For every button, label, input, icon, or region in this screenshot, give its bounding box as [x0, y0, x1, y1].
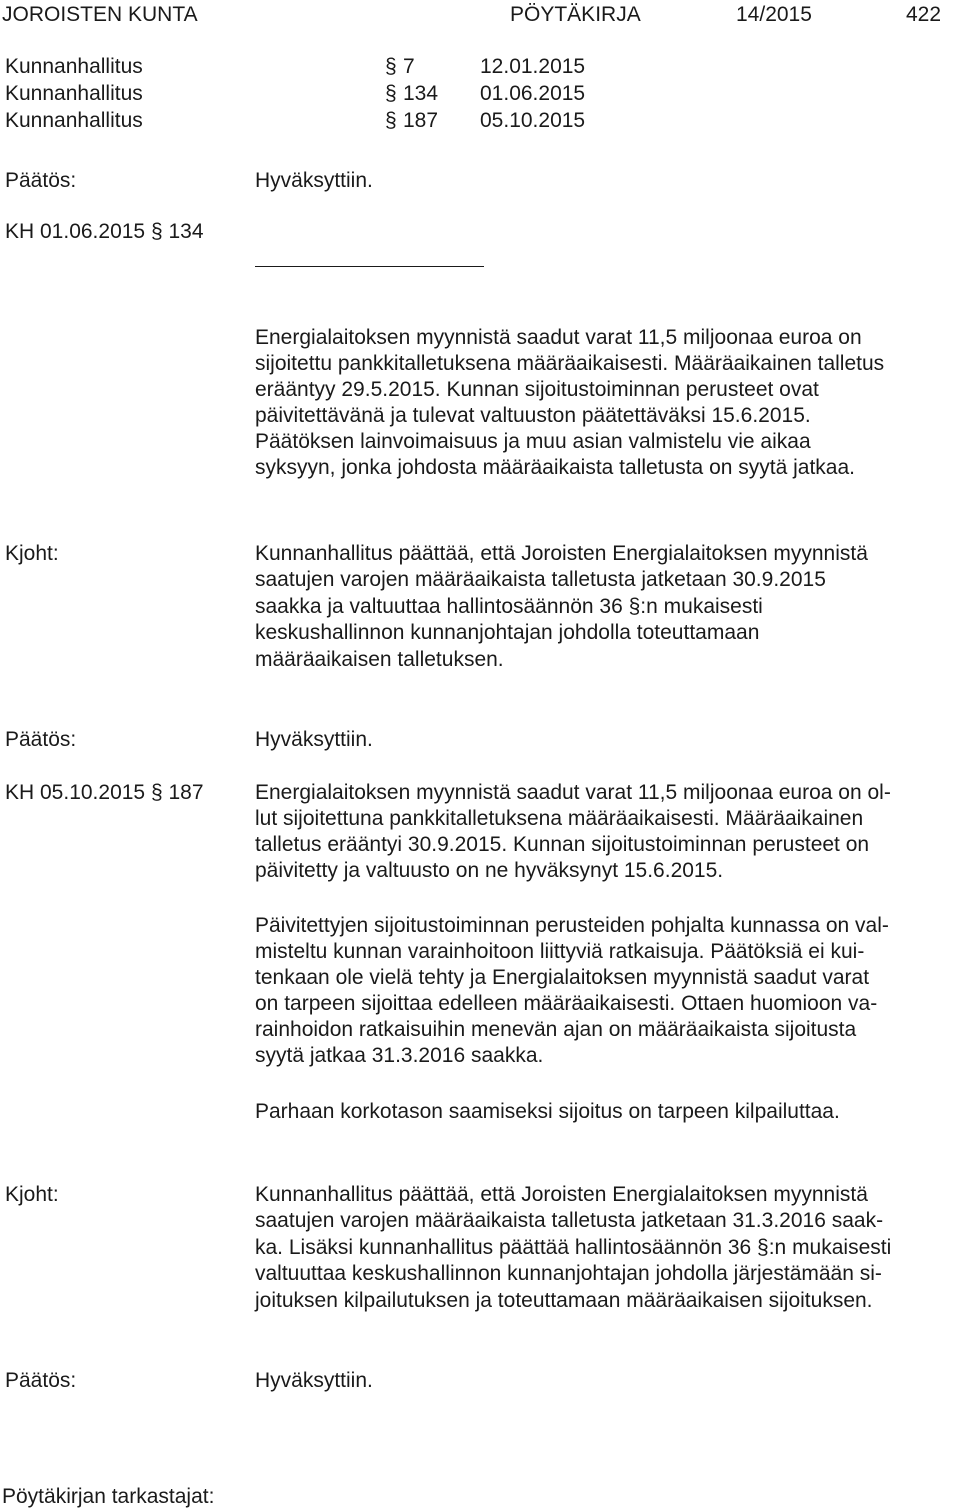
history-number: 7	[403, 55, 415, 78]
meeting-ref-date: KH 05.10.2015	[5, 781, 146, 804]
proposal-label: Kjoht:	[5, 1183, 59, 1206]
meeting-ref	[5, 780, 204, 806]
history-body: Kunnanhallitus	[5, 55, 143, 78]
proposal-line-part: ka. Lisäksi kunnanhallitus päättää hallintosäännön 36	[255, 1236, 758, 1259]
kh-0510-paragraph-3: Parhaan korkotason saamiseksi sijoitus on tarpeen kilpailuttaa.	[255, 1100, 840, 1123]
section-sign: §	[385, 82, 397, 105]
kh-0106-body: Energialaitoksen myynnistä saadut varat 11,5 miljoonaa euroa on sijoitettu pankkitalletuksena määräaikaisesti. Määräaikainen talletus erääntyy 29.5.2015. Kunnan sijoitustoiminnan perusteet ovat päivitettävänä ja tulevat valtuuston päätettäväksi 15.6.2015. Päätöksen lainvoimaisuus ja muu asian valmistelu vie aikaa syksyyn, jonka johdosta määräaikaista talletusta on syytä jatkaa.	[255, 326, 885, 479]
proposal-line-part: :n mukaisesti	[640, 595, 763, 618]
proposal-line	[255, 1235, 891, 1261]
issue-number: 14/2015	[736, 3, 812, 26]
proposal-line	[255, 594, 763, 620]
decision-value: Hyväksyttiin.	[255, 169, 373, 192]
proposal-line-part: :n mukaisesti	[768, 1236, 892, 1259]
proposal-line-part: saakka ja valtuuttaa hallintosäännön 36	[255, 595, 629, 618]
proposal-label: Kjoht:	[5, 542, 59, 565]
decision-value: Hyväksyttiin.	[255, 1369, 373, 1392]
section-sign: §	[150, 220, 163, 243]
decision-value: Hyväksyttiin.	[255, 728, 373, 751]
proposal-line: Kunnanhallitus päättää, että Joroisten Energialaitoksen myynnistä	[255, 1183, 868, 1206]
inspectors-label: Pöytäkirjan tarkastajat:	[2, 1485, 215, 1508]
section-sign: §	[150, 781, 163, 804]
proposal-line: joituksen kilpailutuksen ja toteuttamaan määräaikaisen sijoituksen.	[255, 1289, 873, 1312]
proposal-line: keskushallinnon kunnanjohtajan johdolla toteuttamaan	[255, 621, 760, 644]
history-date: 12.01.2015	[480, 55, 586, 78]
org-name: JOROISTEN KUNTA	[2, 3, 198, 26]
decision-label: Päätös:	[5, 1369, 77, 1392]
proposal-line: Kunnanhallitus päättää, että Joroisten Energialaitoksen myynnistä	[255, 542, 868, 565]
separator-line	[255, 266, 484, 267]
section-sign: §	[385, 55, 397, 78]
proposal-line: valtuuttaa keskushallinnon kunnanjohtajan johdolla järjestämään si-	[255, 1262, 882, 1285]
history-date: 01.06.2015	[480, 82, 586, 105]
page-number: 422	[906, 3, 942, 26]
document-type: PÖYTÄKIRJA	[510, 3, 641, 26]
history-date: 05.10.2015	[480, 109, 586, 132]
proposal-line: saatujen varojen määräaikaista talletusta jatketaan 30.9.2015	[255, 568, 826, 591]
history-body: Kunnanhallitus	[5, 82, 143, 105]
meeting-ref	[5, 219, 204, 245]
section-sign: §	[757, 1236, 769, 1259]
history-number: 134	[403, 82, 439, 105]
history-number: 187	[403, 109, 439, 132]
proposal-line: saatujen varojen määräaikaista talletusta jatketaan 31.3.2016 saak-	[255, 1209, 884, 1232]
proposal-line: määräaikaisen talletuksen.	[255, 648, 504, 671]
kh-0510-paragraph-1: Energialaitoksen myynnistä saadut varat 11,5 miljoonaa euroa on ol- lut sijoitettuna pankkitalletuksena määräaikaisesti. Määräaikainen talletus erääntyi 30.9.2015. Kunnan sijoitustoiminnan perusteet on päivitetty ja valtuusto on ne hyväksynyt 15.6.2015.	[255, 781, 891, 882]
meeting-ref-number: 134	[168, 220, 204, 243]
meeting-ref-date: KH 01.06.2015	[5, 220, 146, 243]
kh-0510-paragraph-2: Päivitettyjen sijoitustoiminnan perusteiden pohjalta kunnassa on val- misteltu kunnan varainhoitoon liittyviä ratkaisuja. Päätöksiä ei kui- tenkaan ole vielä tehty ja Energialaitoksen myynnistä saadut varat on tarpeen sijoittaa edelleen määräaikaisesti. Ottaen huomioon va- rainhoidon ratkaisuihin menevän ajan on määräaikaista sijoitusta syytä jatkaa 31.3.2016 saakka.	[255, 914, 889, 1067]
meeting-ref-number: 187	[168, 781, 204, 804]
section-sign: §	[628, 595, 641, 618]
decision-label: Päätös:	[5, 169, 77, 192]
history-body: Kunnanhallitus	[5, 109, 143, 132]
decision-label: Päätös:	[5, 728, 77, 751]
section-sign: §	[385, 109, 397, 132]
